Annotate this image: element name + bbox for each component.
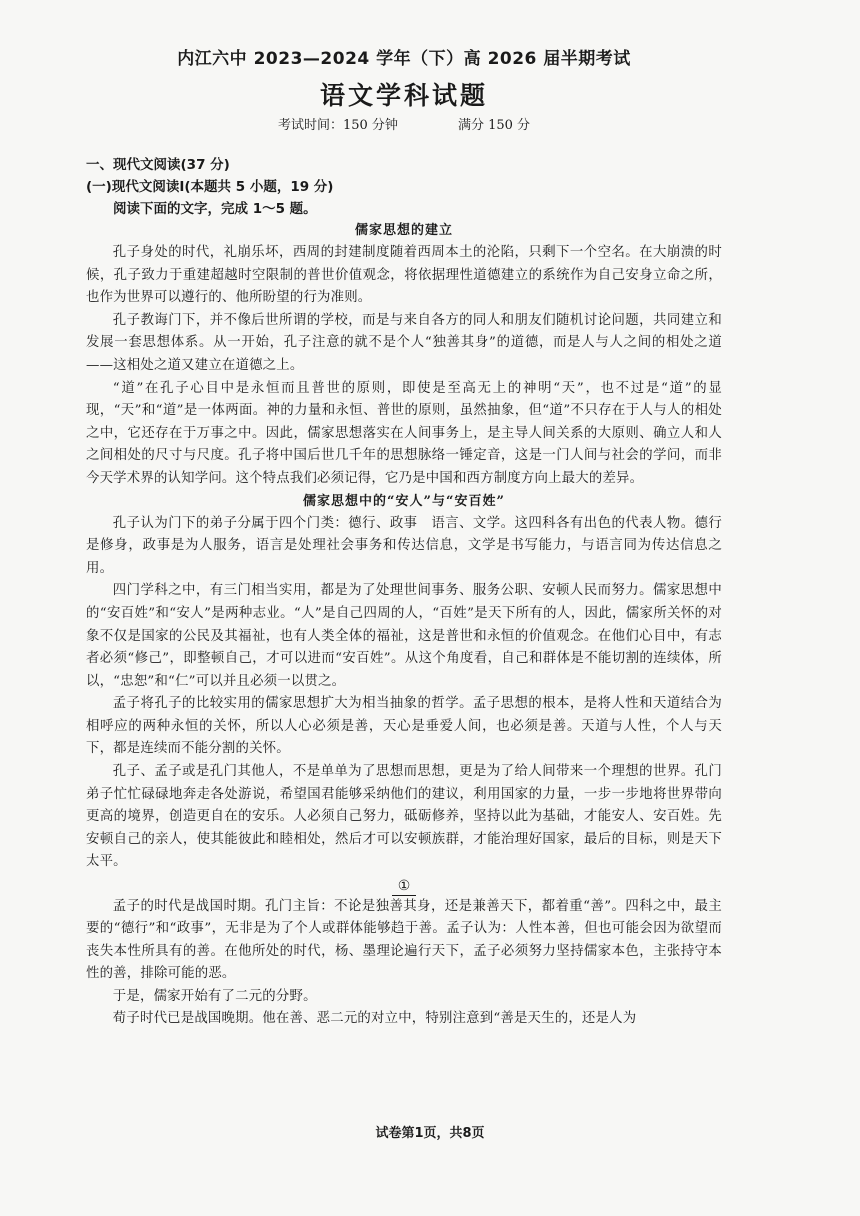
- exam-title: 内江六中 2023—2024 学年（下）高 2026 届半期考试: [177, 49, 631, 69]
- exam-page: [86, 48, 722, 1030]
- paragraph: 孟子将孔子的比较实用的儒家思想扩大为相当抽象的哲学。孟子思想的根本，是将人性和天道结合为相呼应的两种永恒的关怀，所以人心必须是善，天心是垂爱人间，也必须是善。天道与人性，个人与天下，都是连续而不能分割的关怀。: [86, 696, 722, 757]
- sub-section-heading: (一)现代文阅读Ⅰ(本题共 5 小题，19 分): [86, 179, 334, 195]
- blank-marker-row: [86, 876, 722, 896]
- section-heading: 一、现代文阅读(37 分): [86, 157, 230, 173]
- reading-instruction: 阅读下面的文字，完成 1～5 题。: [113, 201, 317, 217]
- exam-meta: [86, 116, 722, 136]
- paragraph: 四门学科之中，有三门相当实用，都是为了处理世间事务、服务公职、安顿人民而努力。儒家思想中的“安百姓”和“安人”是两种志业。“人”是自己四周的人，“百姓”是天下所有的人，因此，儒家所关怀的对象不仅是国家的公民及其福祉，也有人类全体的福祉，这是普世和永恒的价值观念。在他们心目中，有志者必须“修己”，即整顿自己，才可以进而“安百姓”。从这个角度看，自己和群体是不能切割的连续体，所以，“忠恕”和“仁”可以并且必须一以贯之。: [86, 583, 722, 689]
- paragraph: 孔子认为门下的弟子分属于四个门类：德行、政事 语言、文学。这四科各有出色的代表人物。德行是修身，政事是为人服务，语言是处理社会事务和传达信息，文学是书写能力，与语言同为传达信息之用。: [86, 515, 722, 576]
- paragraph: “道”在孔子心目中是永恒而且普世的原则，即使是至高无上的神明“天”，也不过是“道”的显现，“天”和“道”是一体两面。神的力量和永恒、普世的原则，虽然抽象，但“道”不只存在于人与人的相处之中，它还存在于万事之中。因此，儒家思想落实在人间事务上，是主导人间关系的大原则、确立人和人之间相处的尺寸与尺度。孔子将中国后世几千年的思想脉络一锤定音，这是一门人间与社会的学问，而非今天学术界的认知学问。这个特点我们必须记得，它乃是中国和西方制度方向上最大的差异。: [86, 380, 722, 486]
- exam-score-label: 满分 150 分: [457, 118, 531, 133]
- blank-marker: ①: [392, 877, 417, 896]
- subject-title: 语文学科试题: [319, 81, 488, 110]
- page-footer: 试卷第1页，共8页: [375, 1126, 485, 1141]
- exam-time-label: 考试时间：150 分钟: [277, 118, 398, 133]
- paragraph: 孔子身处的时代，礼崩乐坏，西周的封建制度随着西周本土的沦陷，只剩下一个空名。在大崩溃的时候，孔子致力于重建超越时空限制的普世价值观念，将依据理性道德建立的系统作为自己安身立命之所，也作为世界可以遵行的、他所盼望的行为准则。: [86, 245, 722, 306]
- paragraph: 孔子、孟子或是孔门其他人，不是单单为了思想而思想，更是为了给人间带来一个理想的世界。孔门弟子忙忙碌碌地奔走各处游说，希望国君能够采纳他们的建议，利用国家的力量，一步一步地将世界带向更高的境界，创造更自在的安乐。人必须自己努力，砥砺修养，坚持以此为基础，才能安人、安百姓。先安顿自己的亲人，使其能彼此和睦相处，然后才可以安顿族群，才能治理好国家，最后的目标，则是天下太平。: [86, 764, 722, 870]
- article-title-1: 儒家思想的建立: [354, 223, 453, 238]
- article-title-2: 儒家思想中的“安人”与“安百姓”: [303, 493, 505, 509]
- paragraph: 荀子时代已是战国晚期。他在善、恶二元的对立中，特别注意到“善是天生的，还是人为: [112, 1011, 637, 1027]
- paragraph: 于是，儒家开始有了二元的分野。: [112, 988, 317, 1004]
- paragraph: 孟子的时代是战国时期。孔门主旨：不论是独善其身，还是兼善天下，都着重“善”。四科之中，最主要的“德行”和“政事”，无非是为了个人或群体能够趋于善。孟子认为：人性本善，但也可能会因为欲望而丧失本性所具有的善。在他所处的时代，杨、墨理论遍行天下，孟子必须努力坚持儒家本色，主张持守本性的善，排除可能的恶。: [86, 899, 722, 982]
- paragraph: 孔子教诲门下，并不像后世所谓的学校，而是与来自各方的同人和朋友们随机讨论问题，共同建立和发展一套思想体系。从一开始，孔子注意的就不是个人“独善其身”的道德，而是人与人之间的相处之道——这相处之道又建立在道德之上。: [86, 312, 722, 373]
